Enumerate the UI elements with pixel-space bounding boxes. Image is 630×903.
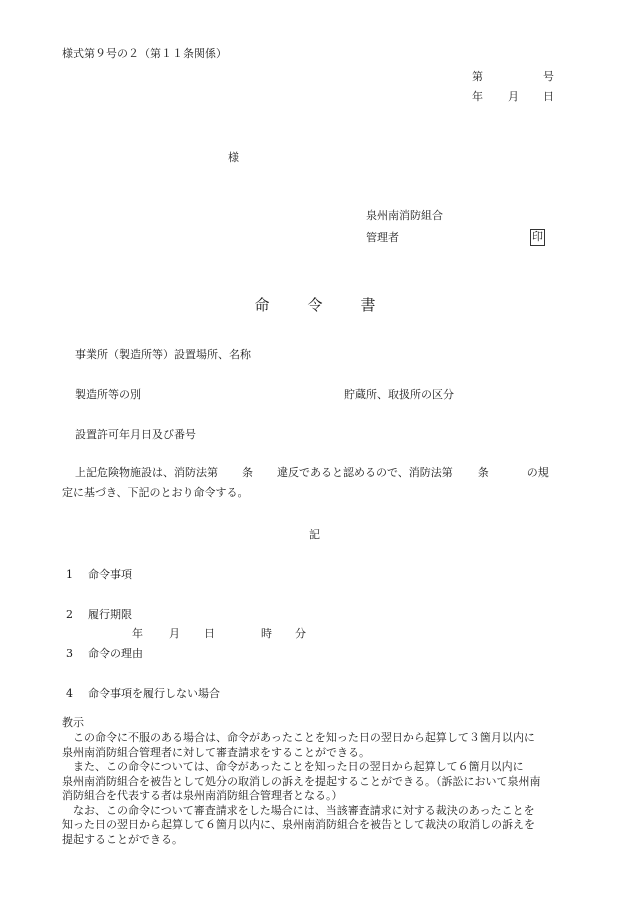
date-year-label: 年 xyxy=(472,90,483,103)
item-deadline: 2 履行期限 xyxy=(66,608,132,621)
deadline-hour: 時 xyxy=(261,627,272,640)
deadline-day: 日 xyxy=(204,627,215,640)
issuer-organization: 泉州南消防組合 xyxy=(366,209,443,222)
deadline-year: 年 xyxy=(132,627,143,640)
field-facility-location-name: 事業所（製造所等）設置場所、名称 xyxy=(75,348,251,361)
item-reason: 3 命令の理由 xyxy=(66,647,143,660)
issuer-title: 管理者 xyxy=(366,231,399,244)
order-statement xyxy=(62,466,582,506)
title-char-3: 書 xyxy=(360,296,376,314)
date-month-label: 月 xyxy=(508,90,519,103)
notice-line: 提起することができる。 xyxy=(62,832,183,846)
title-char-1: 命 xyxy=(254,296,270,314)
notice-line: 消防組合を代表する者は泉州南消防組合管理者となる。） xyxy=(62,789,343,802)
date-day-label: 日 xyxy=(543,90,554,103)
deadline-month: 月 xyxy=(169,627,180,640)
field-permit-date-number: 設置許可年月日及び番号 xyxy=(75,428,196,441)
ki-heading: 記 xyxy=(309,528,320,541)
notice-line: 泉州南消防組合を被告として処分の取消しの訴えを提起することができる。（訴訟において泉州南 xyxy=(62,774,541,788)
order-statement-line-1: 上記危険物施設は、消防法第 条 違反であると認めるので、消防法第 条 の規 xyxy=(75,466,549,479)
item-order-matters: 1 命令事項 xyxy=(66,568,132,581)
deadline-datetime xyxy=(132,627,306,641)
notice-line: この命令に不服のある場合は、命令があったことを知った日の翌日から起算して３箇月以内に xyxy=(62,731,535,744)
item-noncompliance: 4 命令事項を履行しない場合 xyxy=(66,687,220,700)
field-storage-handling-division: 貯蔵所、取扱所の区分 xyxy=(344,388,454,401)
notice-body xyxy=(62,731,582,847)
order-statement-line-2: 定に基づき、下記のとおり命令する。 xyxy=(62,486,249,499)
notice-line: 知った日の翌日から起算して６箇月以内に、泉州南消防組合を被告として裁決の取消しの訴えを xyxy=(62,818,535,831)
notice-line: 泉州南消防組合管理者に対して審査請求をすることができる。 xyxy=(62,745,370,759)
addressee-honorific: 様 xyxy=(228,151,239,164)
field-facility-type: 製造所等の別 xyxy=(75,388,141,401)
document-number-prefix: 第 xyxy=(472,70,483,83)
notice-line: また、この命令については、命令があったことを知った日の翌日から起算して６箇月以内に xyxy=(62,760,524,773)
document-number-suffix: 号 xyxy=(543,70,554,83)
notice-heading: 教示 xyxy=(62,716,84,729)
seal-mark: 印 xyxy=(530,229,545,246)
form-number: 様式第９号の２（第１１条関係） xyxy=(62,47,227,60)
document-title xyxy=(0,296,630,314)
title-char-2: 令 xyxy=(307,296,323,314)
notice-line: なお、この命令について審査請求をした場合には、当該審査請求に対する裁決のあったことを xyxy=(62,803,535,817)
deadline-minute: 分 xyxy=(295,627,306,640)
